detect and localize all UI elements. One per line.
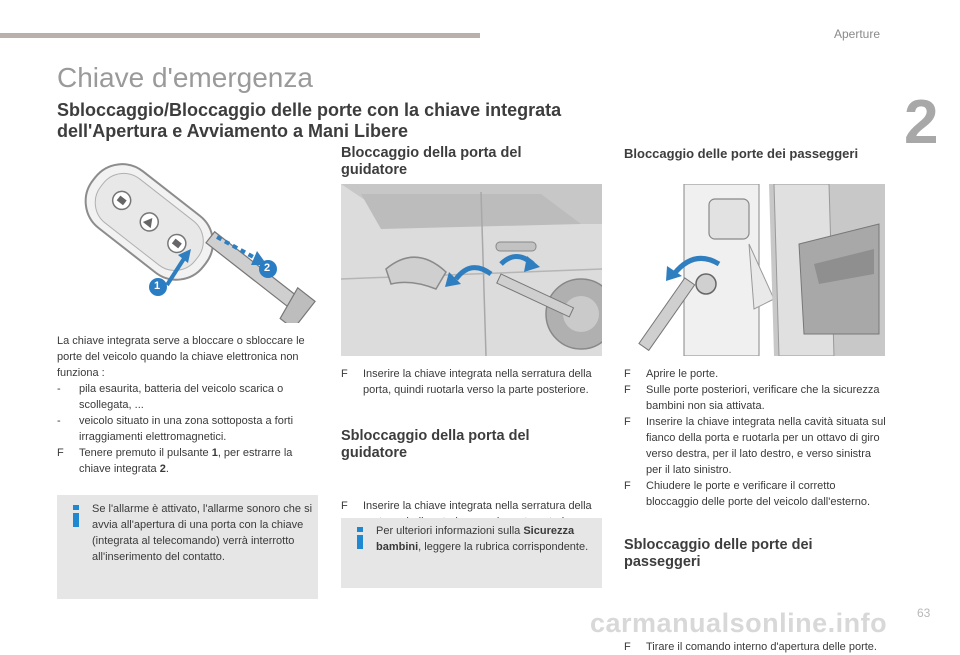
page-title: Chiave d'emergenza bbox=[57, 62, 313, 93]
bullet-marker: F bbox=[341, 368, 348, 380]
dash-marker: - bbox=[57, 415, 61, 427]
bullet-marker: F bbox=[624, 480, 631, 492]
dash-text: veicolo situato in una zona sottoposta a forti irraggiamenti elettromagnetici. bbox=[79, 415, 294, 443]
heading-lock-driver-door: Bloccaggio della porta del guidatore bbox=[341, 145, 522, 178]
callout-2: 2 bbox=[264, 262, 271, 274]
chapter-number: 2 bbox=[904, 88, 939, 157]
step-text: Chiudere le porte e verificare il corretto bloccaggio delle porte del veicolo dall'esterno. bbox=[646, 480, 871, 508]
car-door-icon bbox=[341, 184, 602, 356]
heading-unlock-passenger-doors: Sbloccaggio delle porte dei passeggeri bbox=[624, 537, 813, 570]
bullet-marker: F bbox=[624, 368, 631, 380]
heading-lock-passenger-doors: Bloccaggio delle porte dei passeggeri bbox=[624, 146, 859, 161]
info-bold: Sicurezza bambini bbox=[376, 525, 575, 553]
unlock-driver-instruction: Inserire la chiave integrata nella serratura della bbox=[363, 500, 592, 512]
section-label: Aperture bbox=[834, 27, 881, 41]
bullet-item bbox=[624, 639, 908, 655]
key-fob-icon bbox=[57, 145, 319, 323]
info-icon bbox=[353, 527, 367, 549]
alarm-info-box bbox=[57, 495, 318, 599]
bullet-marker: F bbox=[624, 641, 631, 653]
dash-marker: - bbox=[57, 383, 61, 395]
step-text: Sulle porte posteriori, verificare che la sicurezza bambini non sia attivata. bbox=[646, 384, 880, 412]
dash-item bbox=[57, 381, 319, 413]
bullet-marker: F bbox=[624, 384, 631, 396]
passenger-lock-steps bbox=[624, 366, 886, 510]
alarm-info-text: Se l'allarme è attivato, l'allarme sonoro che si avvia all'apertura di una porta con la chiave (integrata al telecomando) verrà interrotto all'inserimento del contatto. bbox=[92, 503, 313, 563]
bullet-marker: F bbox=[624, 416, 631, 428]
step-text: Inserire la chiave integrata nella cavità situata sul fianco della porta e ruotarla per un ottavo di giro verso destra, per il lato destro, e verso sinistra per il lato sinistro. bbox=[646, 416, 886, 476]
callout-1: 1 bbox=[154, 280, 161, 292]
door-edge-icon bbox=[624, 184, 885, 356]
heading-unlock-driver-door: Sbloccaggio della porta del guidatore bbox=[341, 428, 530, 461]
step-text: Aprire le porte. bbox=[646, 368, 719, 380]
watermark: carmanualsonline.info bbox=[590, 608, 888, 638]
bullet-item bbox=[341, 366, 618, 398]
passenger-door-illustration bbox=[624, 184, 885, 356]
info-text-end: , leggere la rubrica corrispondente. bbox=[418, 541, 589, 553]
bullet-bold-2: 2 bbox=[159, 463, 166, 475]
bullet-text-end: . bbox=[165, 463, 169, 475]
left-text bbox=[57, 333, 319, 477]
key-illustration bbox=[57, 145, 319, 323]
dash-item bbox=[57, 413, 319, 445]
child-safety-info-box bbox=[341, 518, 602, 588]
info-text-start: Per ulteriori informazioni sulla bbox=[376, 525, 524, 537]
bullet-text-mid: , per estrarre la chiave integrata bbox=[79, 447, 293, 475]
info-icon bbox=[69, 505, 83, 527]
header-bar bbox=[0, 33, 480, 38]
intro-paragraph: La chiave integrata serve a bloccare o sbloccare le porte del veicolo quando la chiave elettronica non funziona : bbox=[57, 335, 305, 379]
dash-text: pila esaurita, batteria del veicolo scarica o scollegata, ... bbox=[79, 383, 284, 411]
bullet-item bbox=[624, 366, 886, 382]
bullet-text-start: Tenere premuto il pulsante bbox=[79, 447, 212, 459]
driver-door-illustration bbox=[341, 184, 602, 356]
unlock-passenger-instruction: Tirare il comando interno d'apertura delle porte. bbox=[646, 641, 877, 653]
bullet-item bbox=[57, 445, 319, 477]
bullet-item bbox=[624, 478, 886, 510]
lock-driver-instruction: Inserire la chiave integrata nella serratura della porta, quindi ruotarla verso la parte posteriore. bbox=[363, 368, 592, 396]
bullet-item bbox=[624, 414, 886, 478]
bullet-marker: F bbox=[57, 447, 64, 459]
page-subtitle: Sbloccaggio/Bloccaggio delle porte con la chiave integrata dell'Apertura e Avviamento a Mani Libere bbox=[57, 100, 562, 141]
bullet-bold-1: 1 bbox=[211, 447, 218, 459]
page-number: 63 bbox=[917, 606, 931, 620]
bullet-marker: F bbox=[341, 500, 348, 512]
child-safety-info-text bbox=[376, 523, 598, 555]
bullet-item bbox=[624, 382, 886, 414]
